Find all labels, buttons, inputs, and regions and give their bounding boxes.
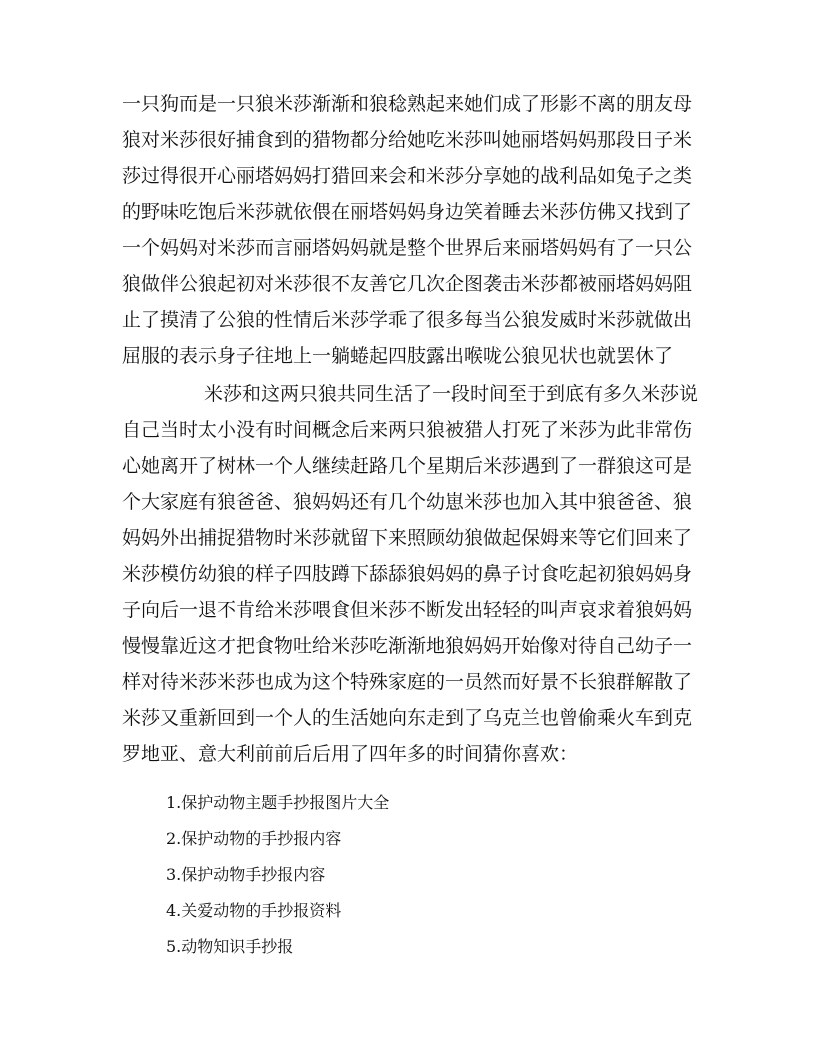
paragraph2-line-6: 米莎模仿幼狼的样子四肢蹲下舔舔狼妈妈的鼻子讨食吃起初狼妈妈身 [122, 563, 693, 585]
list-item[interactable]: 1.保护动物主题手抄报图片大全 [166, 793, 390, 812]
paragraph1-line-6: 狼做伴公狼起初对米莎很不友善它几次企图袭击米莎都被丽塔妈妈阻 [122, 273, 693, 295]
paragraph1-line-4: 的野味吃饱后米莎就依偎在丽塔妈妈身边笑着睡去米莎仿佛又找到了 [122, 201, 693, 223]
list-item[interactable]: 5.动物知识手抄报 [166, 937, 294, 956]
paragraph2-line-3: 心她离开了树林一个人继续赶路几个星期后米莎遇到了一群狼这可是 [122, 455, 693, 477]
paragraph2-line-4: 个大家庭有狼爸爸、狼妈妈还有几个幼崽米莎也加入其中狼爸爸、狼 [122, 491, 693, 513]
paragraph1-line-7: 止了摸清了公狼的性情后米莎学乖了很多每当公狼发威时米莎就做出 [122, 309, 693, 331]
paragraph1-line-2: 狼对米莎很好捕食到的猎物都分给她吃米莎叫她丽塔妈妈那段日子米 [122, 129, 693, 151]
paragraph2-line-5: 妈妈外出捕捉猎物时米莎就留下来照顾幼狼做起保姆来等它们回来了 [122, 527, 693, 549]
paragraph2-line-10: 米莎又重新回到一个人的生活她向东走到了乌克兰也曾偷乘火车到克 [122, 707, 693, 729]
list-item[interactable]: 2.保护动物的手抄报内容 [166, 829, 342, 848]
paragraph2-line-1: 米莎和这两只狼共同生活了一段时间至于到底有多久米莎说 [204, 383, 699, 405]
paragraph1-line-5: 一个妈妈对米莎而言丽塔妈妈就是整个世界后来丽塔妈妈有了一只公 [122, 237, 693, 259]
paragraph1-line-1: 一只狗而是一只狼米莎渐渐和狼稔熟起来她们成了形影不离的朋友母 [122, 93, 693, 115]
paragraph2-line-11: 罗地亚、意大利前前后后用了四年多的时间猜你喜欢： [122, 743, 579, 765]
paragraph2-line-7: 子向后一退不肯给米莎喂食但米莎不断发出轻轻的叫声哀求着狼妈妈 [122, 599, 693, 621]
list-item[interactable]: 4.关爱动物的手抄报资料 [166, 901, 342, 920]
paragraph2-line-8: 慢慢靠近这才把食物吐给米莎吃渐渐地狼妈妈开始像对待自己幼子一 [122, 635, 693, 657]
paragraph1-line-3: 莎过得很开心丽塔妈妈打猎回来会和米莎分享她的战利品如兔子之类 [122, 165, 693, 187]
paragraph1-line-8: 屈服的表示身子往地上一躺蜷起四肢露出喉咙公狼见状也就罢休了 [122, 345, 674, 367]
paragraph2-line-2: 自己当时太小没有时间概念后来两只狼被猎人打死了米莎为此非常伤 [122, 419, 693, 441]
paragraph2-line-9: 样对待米莎米莎也成为这个特殊家庭的一员然而好景不长狼群解散了 [122, 671, 693, 693]
list-item[interactable]: 3.保护动物手抄报内容 [166, 865, 326, 884]
